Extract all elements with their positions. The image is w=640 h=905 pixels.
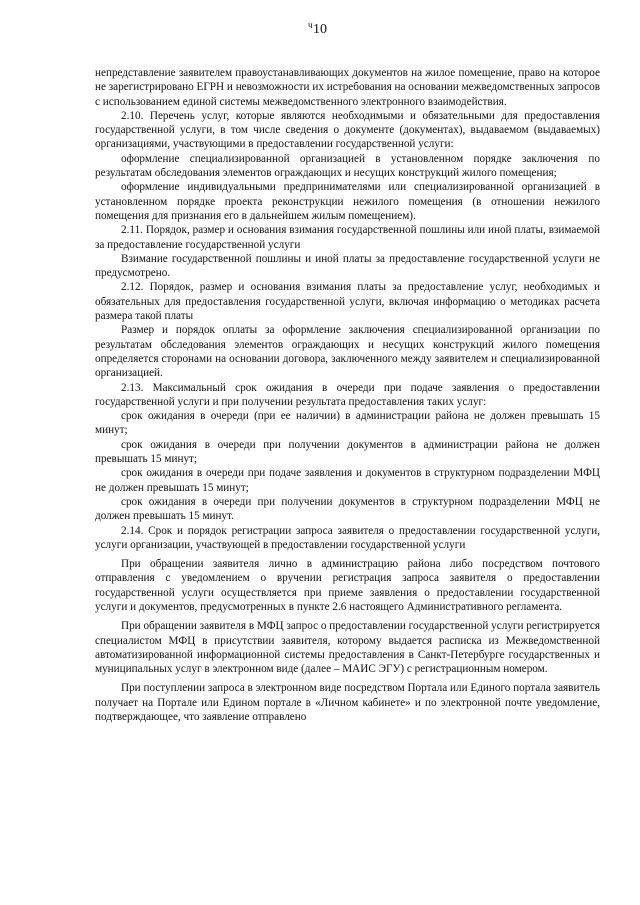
paragraph: непредставление заявителем правоустанавливающих документов на жилое помещение, право на которое не зарегистрировано ЕГРН и невозможности их истребования на основании межведомственных запросов с использованием единой системы межведомственного электронного взаимодействия. [95,67,600,108]
section-heading: 2.13. Максимальный срок ожидания в очереди при подаче заявления о предоставлении государственной услуги и при получении результата предоставления таких услуг: [95,381,600,408]
page-number: 10 [313,22,327,37]
paragraph: оформление индивидуальными предпринимателями или специализированной организацией в установленном порядке проекта реконструкции нежилого помещения (в отношении нежилого помещения для признания его в дальнейшем жилым помещением). [95,181,600,222]
paragraph: срок ожидания в очереди при подаче заявления и документов в структурном подразделении МФЦ не должен превышать 15 минут; [95,467,600,494]
paragraph: При обращении заявителя в МФЦ запрос о предоставлении государственной услуги регистрируется специалистом МФЦ в присутствии заявителя, которому выдается расписка из Межведомственной автоматизированной информационной системы предоставления в Санкт-Петербурге государственных и муниципальных услуг в электронном виде (далее – МАИС ЭГУ) с регистрационным номером. [95,620,600,676]
document-body [95,66,600,724]
paragraph: Взимание государственной пошлины и иной платы за предоставление государственной услуги не предусмотрено. [95,252,600,280]
paragraph: Размер и порядок оплаты за оформление заключения специализированной организации по результатам обследования элементов ограждающих и несущих конструкций жилого помещения определяется сторонами на основании договора, заключенного между заявителем и специализированной организацией. [95,324,600,380]
section-heading: 2.11. Порядок, размер и основания взимания государственной пошлины или иной платы, взимаемой за предоставление государственной услуги [95,224,600,251]
paragraph: оформление специализированной организацией в установленном порядке заключения по результатам обследования элементов ограждающих и несущих конструкций жилого помещения; [95,152,600,180]
paragraph: При обращении заявителя лично в администрацию района либо посредством почтового отправления с уведомлением о вручении регистрация запроса заявителя о предоставлении государственной услуги осуществляется при приеме заявления о предоставлении государственной услуги и документов, предусмотренных в пункте 2.6 настоящего Административного регламента. [95,558,600,613]
paragraph: срок ожидания в очереди при получении документов в администрации района не должен превышать 15 минут; [95,438,600,466]
paragraph: 2.10. Перечень услуг, которые являются необходимыми и обязательными для предоставления государственной услуги, в том числе сведения о документе (документах), выдаваемом (выдаваемых) организациями, участвующими в предоставлении государственной услуги: [95,109,600,151]
section-heading: 2.12. Порядок, размер и основания взимания платы за предоставление услуг, необходимых и обязательных для предоставления государственной услуги, включая информацию о методиках расчета размера такой платы [95,281,600,323]
handwritten-mark: ч [308,20,313,30]
section-heading: 2.14. Срок и порядок регистрации запроса заявителя о предоставлении государственной услуги, услуги организации, участвующей в предоставлении государственной услуги [95,524,600,551]
paragraph: При поступлении запроса в электронном виде посредством Портала или Единого портала заявитель получает на Портале или Едином портале в «Личном кабинете» и по электронной почте уведомление, подтверждающее, что заявление отправлено [95,682,600,724]
paragraph: срок ожидания в очереди при получении документов в структурном подразделении МФЦ не должен превышать 15 минут. [95,495,600,523]
paragraph: срок ожидания в очереди (при ее наличии) в администрации района не должен превышать 15 минут; [95,410,600,437]
